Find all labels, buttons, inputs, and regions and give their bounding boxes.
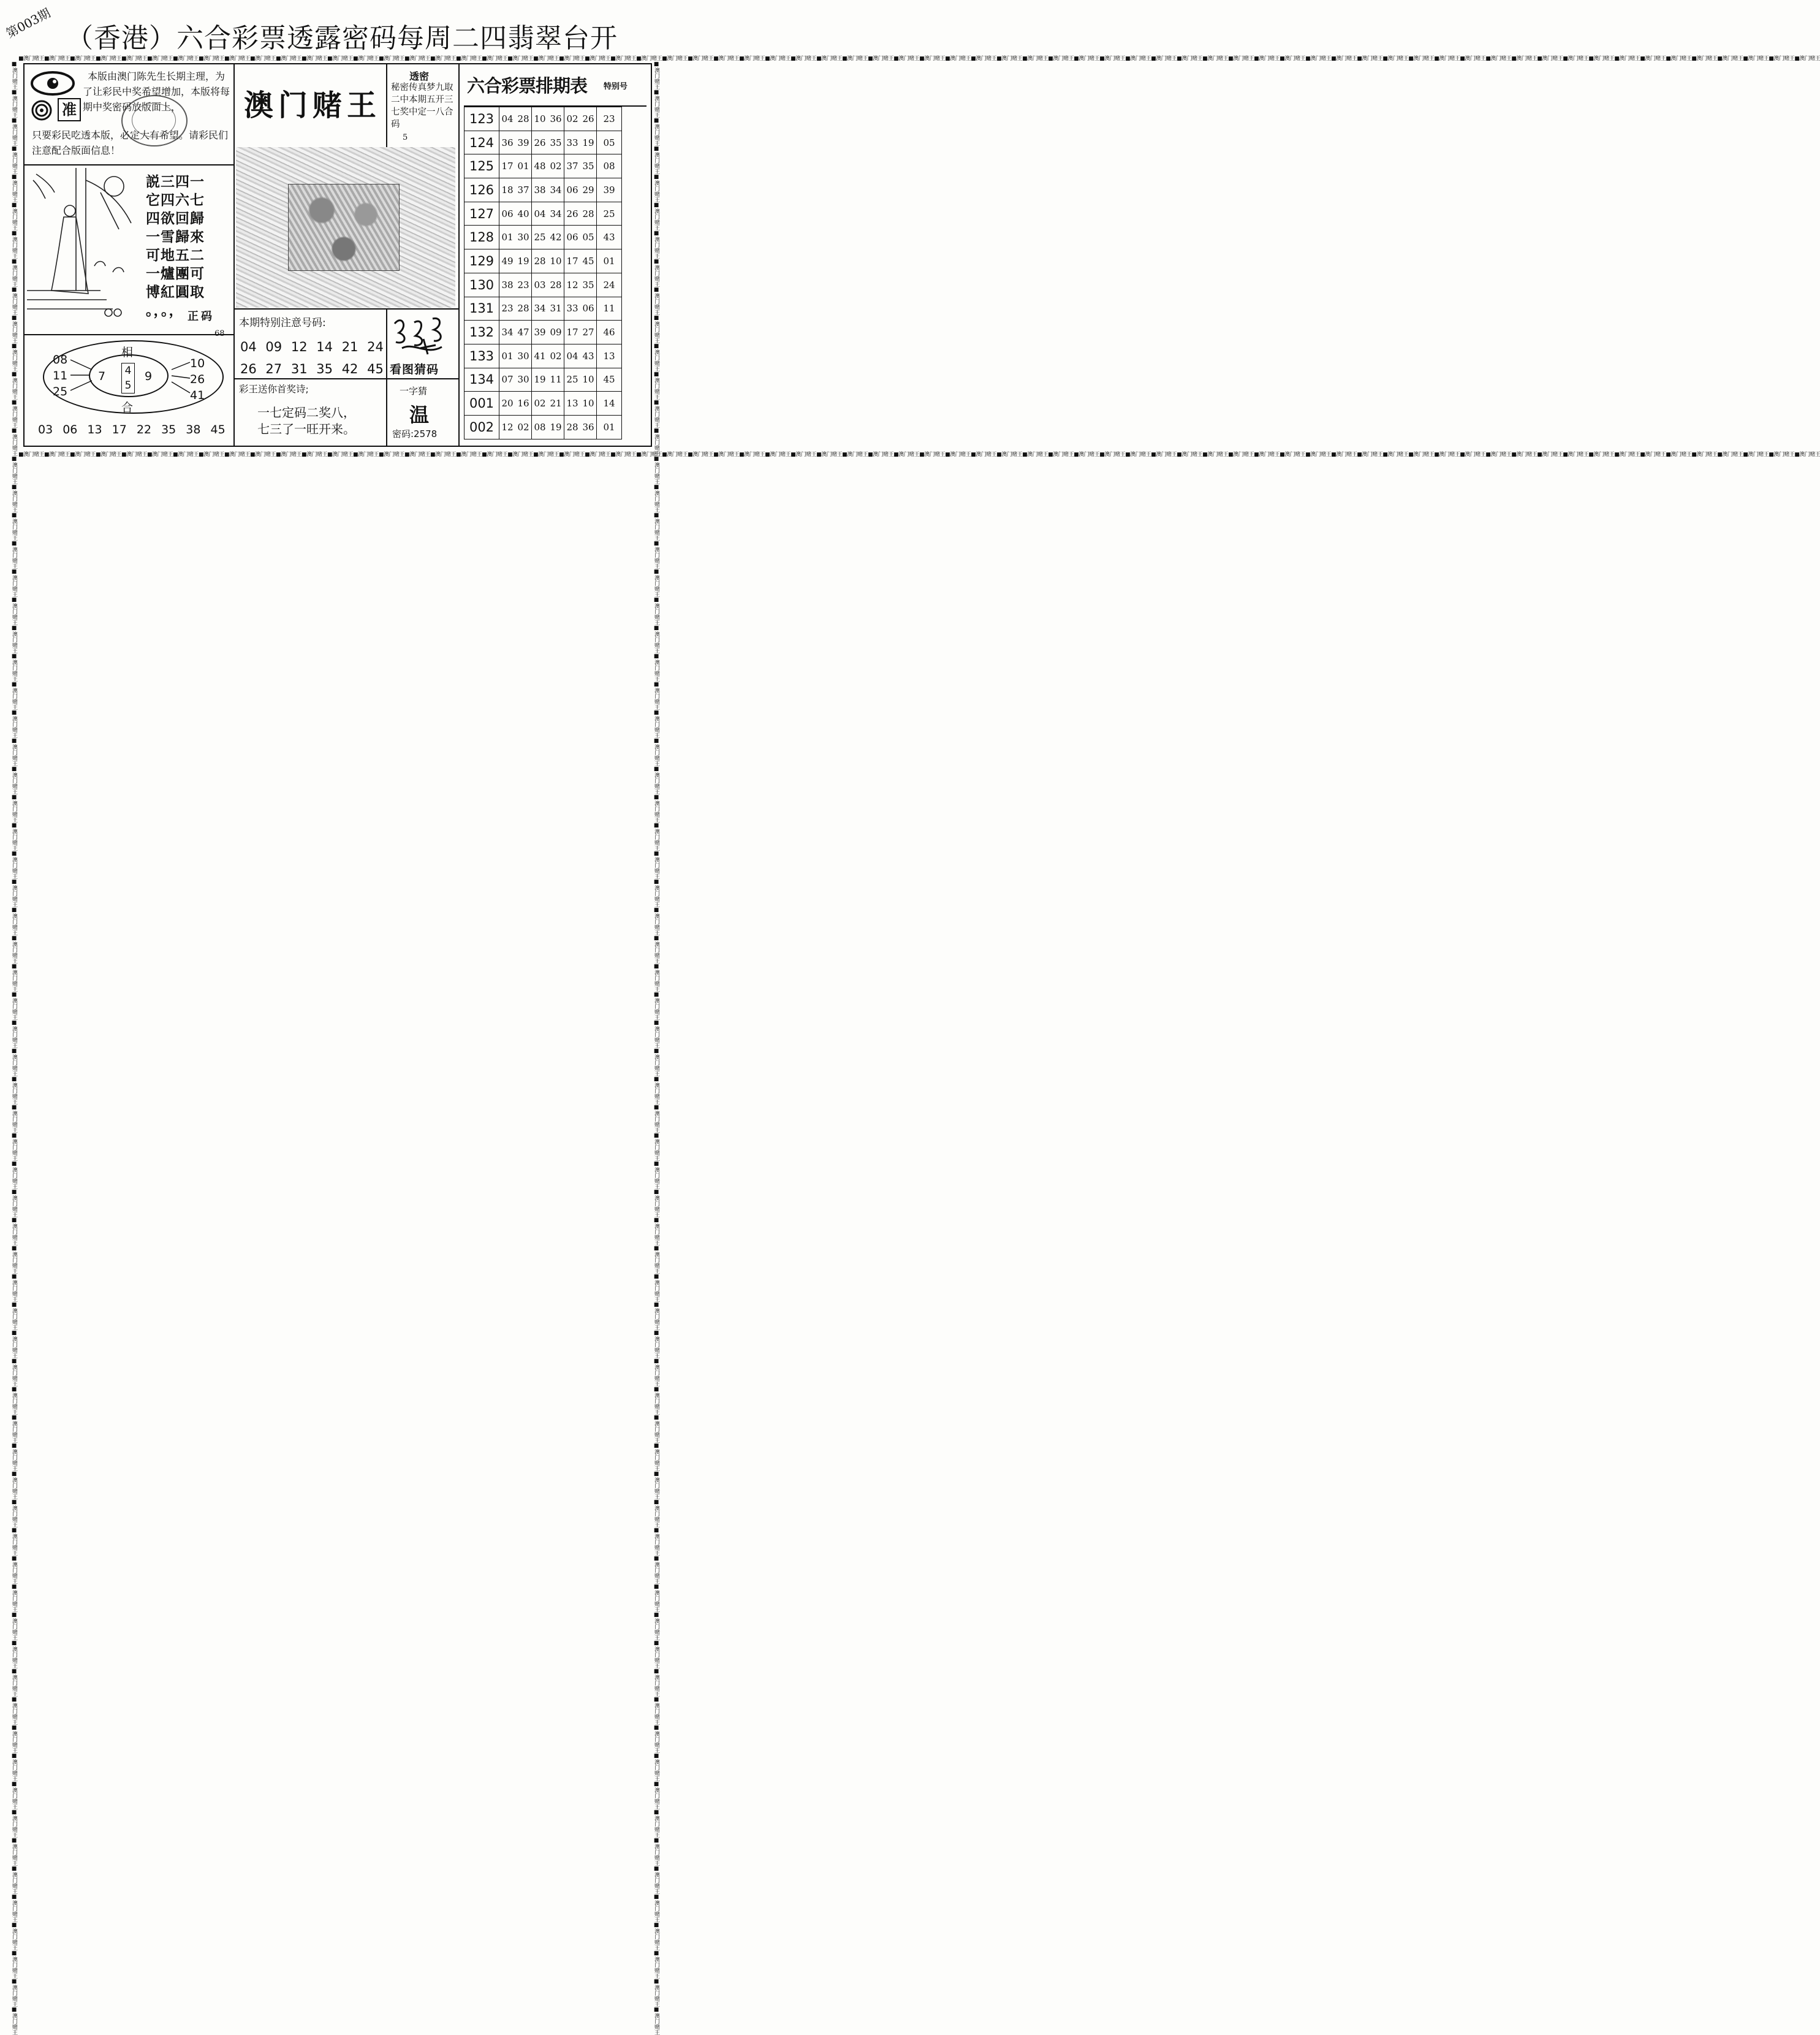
schedule-number: 33 xyxy=(564,131,581,154)
schedule-period: 124 xyxy=(464,131,499,154)
attention-number: 21 xyxy=(341,340,358,354)
attention-number: 12 xyxy=(290,340,308,354)
schedule-number: 36 xyxy=(548,107,564,131)
schedule-number: 04 xyxy=(499,107,516,131)
schedule-period: 126 xyxy=(464,178,499,202)
guess-code: 密码:2578 xyxy=(392,428,438,439)
schedule-row xyxy=(464,415,622,439)
schedule-number: 04 xyxy=(532,202,548,226)
bottom-numbers: 03 06 13 17 22 35 38 45 xyxy=(38,423,226,436)
schedule-number: 02 xyxy=(548,154,564,178)
schedule-number: 19 xyxy=(580,131,597,154)
attention-numbers xyxy=(240,336,384,380)
tm-title: 透密 xyxy=(409,70,430,82)
divider-col-1 xyxy=(233,63,235,446)
oval-center-box xyxy=(121,363,135,394)
schedule-special: 45 xyxy=(597,368,622,392)
schedule-number: 18 xyxy=(499,178,516,202)
schedule-number: 41 xyxy=(532,344,548,368)
schedule-number: 17 xyxy=(499,154,516,178)
schedule-period: 133 xyxy=(464,344,499,368)
zhengma-label: 正码 xyxy=(188,310,214,323)
schedule-period: 123 xyxy=(464,107,499,131)
schedule-number: 06 xyxy=(564,226,581,249)
schedule-number: 30 xyxy=(515,226,532,249)
attention-number: 14 xyxy=(316,340,333,354)
schedule-special: 01 xyxy=(597,249,622,273)
schedule-special: 25 xyxy=(597,202,622,226)
oval-right-number: 10 xyxy=(190,357,205,370)
schedule-special: 43 xyxy=(597,226,622,249)
schedule-number: 36 xyxy=(499,131,516,154)
oval-left-number: 08 xyxy=(53,353,68,367)
schedule-row xyxy=(464,226,622,249)
schedule-number: 09 xyxy=(548,321,564,344)
schedule-period: 132 xyxy=(464,321,499,344)
schedule-number: 48 xyxy=(532,154,548,178)
schedule-table xyxy=(464,107,622,439)
schedule-special: 11 xyxy=(597,297,622,321)
poetry-label: 彩王送你首奖诗; xyxy=(239,384,309,395)
oval-right-number: 26 xyxy=(190,373,205,386)
schedule-number: 28 xyxy=(564,415,581,439)
tm-number: 5 xyxy=(403,133,408,142)
schedule-special: 08 xyxy=(597,154,622,178)
poem-line: 。，。， xyxy=(146,303,184,319)
oval-bottom-label: 合 xyxy=(121,401,134,414)
schedule-row xyxy=(464,392,622,416)
schedule-period: 130 xyxy=(464,273,499,297)
schedule-special: 05 xyxy=(597,131,622,154)
oval-center-right: 9 xyxy=(145,370,153,383)
schedule-special: 13 xyxy=(597,344,622,368)
schedule-number: 10 xyxy=(580,368,597,392)
poem xyxy=(146,173,229,320)
schedule-row xyxy=(464,273,622,297)
schedule-number: 49 xyxy=(499,249,516,273)
schedule-number: 34 xyxy=(499,321,516,344)
schedule-number: 23 xyxy=(499,297,516,321)
schedule-number: 04 xyxy=(564,344,581,368)
main-title: 澳门赌王 xyxy=(244,88,382,123)
divider-oval-top xyxy=(23,334,235,335)
schedule-number: 43 xyxy=(580,344,597,368)
schedule-period: 134 xyxy=(464,368,499,392)
schedule-number: 19 xyxy=(515,249,532,273)
kantu-label: 看图猜码 xyxy=(390,363,439,376)
schedule-row xyxy=(464,321,622,344)
schedule-number: 35 xyxy=(548,131,564,154)
schedule-number: 01 xyxy=(499,226,516,249)
oval-center-box-digit: 5 xyxy=(124,379,132,392)
poem-line: 它四六七 xyxy=(146,192,205,208)
people-photo xyxy=(288,184,400,271)
poetry xyxy=(257,405,355,438)
schedule-number: 05 xyxy=(580,226,597,249)
schedule-period: 127 xyxy=(464,202,499,226)
oval-left-number: 11 xyxy=(53,369,68,382)
seal-stamp-inner xyxy=(132,103,176,137)
oval-right-number: 41 xyxy=(190,389,205,402)
right-border-strip: ■澳门赌王■澳门赌王■澳门赌王■澳门赌王■澳门赌王■澳门赌王■澳门赌王■澳门赌王■澳门赌王■澳门赌王■澳门赌王■澳门赌王■澳门赌王■澳门赌王■澳门赌王■澳门赌王■澳门赌王■澳门赌王■澳门赌王■澳门赌王■澳门赌王■澳门赌王■澳门赌王■澳门赌王■澳门赌王■澳门赌王■澳门赌王■澳门赌王■澳门赌王■澳门赌王■澳门赌王■澳门赌王■澳门赌王■澳门赌王■澳门赌王■澳门赌王■澳门赌王■澳门赌王■澳门赌王■澳门赌王■澳门赌王■澳门赌王■澳门赌王■澳门赌王■澳门赌王■澳门赌王■澳门赌王■澳门赌王■澳门赌王■澳门赌王■澳门赌王■澳门赌王■澳门赌王■澳门赌王■澳门赌王■澳门赌王■澳门赌王■澳门赌王■澳门赌王■澳门赌王■澳门赌王■澳门赌王■澳门赌王■澳门赌王■澳门赌王■澳门赌王■澳门赌王■澳门赌王■澳门赌王■澳门赌王 xyxy=(653,61,659,2035)
schedule-number: 10 xyxy=(532,107,548,131)
schedule-number: 10 xyxy=(548,249,564,273)
schedule-number: 10 xyxy=(580,392,597,416)
target-char: 准 xyxy=(58,98,81,121)
oval-center-box-digit: 4 xyxy=(124,365,132,377)
schedule-number: 37 xyxy=(564,154,581,178)
schedule-number: 26 xyxy=(564,202,581,226)
schedule-number: 01 xyxy=(515,154,532,178)
schedule-special: 46 xyxy=(597,321,622,344)
eye-icon xyxy=(29,69,78,99)
schedule-number: 28 xyxy=(532,249,548,273)
schedule-row xyxy=(464,202,622,226)
divider-tm xyxy=(386,63,387,147)
schedule-number: 35 xyxy=(580,273,597,297)
divider-col-2 xyxy=(458,63,460,446)
tm-text: 秘密传真梦九取二中本期五开三七奖中定一八合码 xyxy=(391,83,453,129)
schedule-number: 17 xyxy=(564,249,581,273)
schedule-special: 24 xyxy=(597,273,622,297)
divider-guess xyxy=(386,378,458,379)
frame-top-line xyxy=(23,63,652,64)
schedule-number: 02 xyxy=(515,415,532,439)
lady-illustration xyxy=(27,168,143,327)
schedule-number: 19 xyxy=(532,368,548,392)
schedule-number: 38 xyxy=(499,273,516,297)
schedule-subtitle: 特别号 xyxy=(604,82,628,91)
guess-char: 温 xyxy=(409,403,430,427)
schedule-period: 131 xyxy=(464,297,499,321)
schedule-period: 129 xyxy=(464,249,499,273)
schedule-number: 27 xyxy=(580,321,597,344)
schedule-number: 36 xyxy=(580,415,597,439)
frame-right-line xyxy=(651,63,652,446)
schedule-period: 125 xyxy=(464,154,499,178)
schedule-number: 12 xyxy=(564,273,581,297)
schedule-number: 06 xyxy=(564,178,581,202)
schedule-row xyxy=(464,178,622,202)
headline: （香港）六合彩票透露密码每周二四翡翠台开 xyxy=(66,23,618,54)
intro-text-2: 只要彩民吃透本版，必定大有希望。请彩民们注意配合版面信息！ xyxy=(32,129,229,156)
target-icon xyxy=(31,99,55,124)
schedule-number: 02 xyxy=(548,344,564,368)
schedule-number: 34 xyxy=(548,178,564,202)
schedule-number: 33 xyxy=(564,297,581,321)
divider-intro xyxy=(23,164,235,165)
oval-left-number: 25 xyxy=(53,385,68,398)
schedule-number: 06 xyxy=(580,297,597,321)
attention-number: 45 xyxy=(367,362,384,376)
schedule-number: 34 xyxy=(532,297,548,321)
schedule-number: 19 xyxy=(548,415,564,439)
schedule-number: 02 xyxy=(532,392,548,416)
schedule-number: 39 xyxy=(532,321,548,344)
attention-number: 35 xyxy=(316,362,333,376)
frame-bottom-line xyxy=(23,446,652,447)
schedule-number: 26 xyxy=(580,107,597,131)
poem-line: 四欲回歸 xyxy=(146,211,205,227)
schedule-number: 20 xyxy=(499,392,516,416)
schedule-number: 31 xyxy=(548,297,564,321)
schedule-number: 13 xyxy=(564,392,581,416)
oval-top-label: 相 xyxy=(121,346,134,359)
schedule-special: 23 xyxy=(597,107,622,131)
schedule-number: 40 xyxy=(515,202,532,226)
oval-center-left: 7 xyxy=(98,370,106,383)
schedule-row xyxy=(464,131,622,154)
poem-line: 博紅圓取 xyxy=(146,284,205,300)
guess-label: 一字猜 xyxy=(400,386,428,397)
schedule-number: 35 xyxy=(580,154,597,178)
frame-left-line xyxy=(23,63,25,446)
attention-number: 42 xyxy=(341,362,358,376)
schedule-row xyxy=(464,344,622,368)
attention-number: 09 xyxy=(265,340,282,354)
bottom-border-strip: ■澳门赌王■澳门赌王■澳门赌王■澳门赌王■澳门赌王■澳门赌王■澳门赌王■澳门赌王■澳门赌王■澳门赌王■澳门赌王■澳门赌王■澳门赌王■澳门赌王■澳门赌王■澳门赌王■澳门赌王■澳门赌王■澳门赌王■澳门赌王■澳门赌王■澳门赌王■澳门赌王■澳门赌王■澳门赌王■澳门赌王■澳门赌王■澳门赌王■澳门赌王■澳门赌王■澳门赌王■澳门赌王■澳门赌王■澳门赌王■澳门赌王■澳门赌王■澳门赌王■澳门赌王■澳门赌王■澳门赌王■澳门赌王■澳门赌王■澳门赌王■澳门赌王■澳门赌王■澳门赌王■澳门赌王■澳门赌王■澳门赌王■澳门赌王■澳门赌王■澳门赌王■澳门赌王■澳门赌王■澳门赌王■澳门赌王■澳门赌王■澳门赌王■澳门赌王■澳门赌王■澳门赌王■澳门赌王■澳门赌王■澳门赌王■澳门赌王■澳门赌王■澳门赌王■澳门赌王■澳门赌王■澳门赌王 xyxy=(18,452,1820,458)
attention-number: 31 xyxy=(290,362,308,376)
schedule-number: 26 xyxy=(532,131,548,154)
schedule-number: 02 xyxy=(564,107,581,131)
attention-label: 本期特别注意号码: xyxy=(239,317,326,329)
attention-number: 26 xyxy=(240,362,257,376)
schedule-number: 28 xyxy=(580,202,597,226)
schedule-number: 06 xyxy=(499,202,516,226)
divider-kantu xyxy=(386,308,387,446)
schedule-number: 17 xyxy=(564,321,581,344)
schedule-number: 29 xyxy=(580,178,597,202)
poem-line: 一爐團可 xyxy=(146,266,205,282)
schedule-number: 28 xyxy=(515,297,532,321)
poem-line: 説三四一 xyxy=(146,174,205,190)
schedule-number: 01 xyxy=(499,344,516,368)
schedule-number: 28 xyxy=(515,107,532,131)
schedule-number: 23 xyxy=(515,273,532,297)
left-border-strip: ■澳门赌王■澳门赌王■澳门赌王■澳门赌王■澳门赌王■澳门赌王■澳门赌王■澳门赌王■澳门赌王■澳门赌王■澳门赌王■澳门赌王■澳门赌王■澳门赌王■澳门赌王■澳门赌王■澳门赌王■澳门赌王■澳门赌王■澳门赌王■澳门赌王■澳门赌王■澳门赌王■澳门赌王■澳门赌王■澳门赌王■澳门赌王■澳门赌王■澳门赌王■澳门赌王■澳门赌王■澳门赌王■澳门赌王■澳门赌王■澳门赌王■澳门赌王■澳门赌王■澳门赌王■澳门赌王■澳门赌王■澳门赌王■澳门赌王■澳门赌王■澳门赌王■澳门赌王■澳门赌王■澳门赌王■澳门赌王■澳门赌王■澳门赌王■澳门赌王■澳门赌王■澳门赌王■澳门赌王■澳门赌王■澳门赌王■澳门赌王■澳门赌王■澳门赌王■澳门赌王■澳门赌王■澳门赌王■澳门赌王■澳门赌王■澳门赌王■澳门赌王■澳门赌王■澳门赌王■澳门赌王■澳门赌王 xyxy=(11,61,17,2035)
schedule-row xyxy=(464,368,622,392)
schedule-number: 45 xyxy=(580,249,597,273)
schedule-number: 11 xyxy=(548,368,564,392)
intro-text: 本版由澳门陈先生长期主理，为了让彩民中奖希望增加，本版将每期中奖密码放版面上， xyxy=(83,70,230,113)
schedule-number: 42 xyxy=(548,226,564,249)
schedule-number: 39 xyxy=(515,131,532,154)
poem-line: 可地五二 xyxy=(146,248,205,264)
schedule-title: 六合彩票排期表 xyxy=(467,75,588,96)
schedule-number: 12 xyxy=(499,415,516,439)
poetry-line: 七三了一旺开来。 xyxy=(257,422,355,436)
schedule-number: 30 xyxy=(515,368,532,392)
schedule-number: 08 xyxy=(532,415,548,439)
schedule-number: 30 xyxy=(515,344,532,368)
schedule-row xyxy=(464,107,622,131)
schedule-number: 21 xyxy=(548,392,564,416)
schedule-row xyxy=(464,154,622,178)
attention-number: 24 xyxy=(367,340,384,354)
schedule-period: 128 xyxy=(464,226,499,249)
schedule-special: 14 xyxy=(597,392,622,416)
schedule-period: 002 xyxy=(464,415,499,439)
schedule-number: 37 xyxy=(515,178,532,202)
poetry-line: 一七定码二奖八， xyxy=(257,405,355,420)
schedule-number: 03 xyxy=(532,273,548,297)
poem-line: 一雪歸來 xyxy=(146,229,205,245)
issue-label: 第003期 xyxy=(3,5,53,41)
schedule-number: 16 xyxy=(515,392,532,416)
schedule-period: 001 xyxy=(464,392,499,416)
schedule-number: 28 xyxy=(548,273,564,297)
top-border-strip: ■澳门赌王■澳门赌王■澳门赌王■澳门赌王■澳门赌王■澳门赌王■澳门赌王■澳门赌王■澳门赌王■澳门赌王■澳门赌王■澳门赌王■澳门赌王■澳门赌王■澳门赌王■澳门赌王■澳门赌王■澳门赌王■澳门赌王■澳门赌王■澳门赌王■澳门赌王■澳门赌王■澳门赌王■澳门赌王■澳门赌王■澳门赌王■澳门赌王■澳门赌王■澳门赌王■澳门赌王■澳门赌王■澳门赌王■澳门赌王■澳门赌王■澳门赌王■澳门赌王■澳门赌王■澳门赌王■澳门赌王■澳门赌王■澳门赌王■澳门赌王■澳门赌王■澳门赌王■澳门赌王■澳门赌王■澳门赌王■澳门赌王■澳门赌王■澳门赌王■澳门赌王■澳门赌王■澳门赌王■澳门赌王■澳门赌王■澳门赌王■澳门赌王■澳门赌王■澳门赌王■澳门赌王■澳门赌王■澳门赌王■澳门赌王■澳门赌王■澳门赌王■澳门赌王■澳门赌王■澳门赌王■澳门赌王 xyxy=(18,56,1820,62)
handwritten-scribble xyxy=(390,311,451,360)
attention-number: 27 xyxy=(265,362,282,376)
schedule-row xyxy=(464,249,622,273)
schedule-number: 47 xyxy=(515,321,532,344)
divider-photo-bottom xyxy=(235,308,459,310)
schedule-special: 01 xyxy=(597,415,622,439)
schedule-row xyxy=(464,297,622,321)
schedule-number: 25 xyxy=(564,368,581,392)
schedule-number: 34 xyxy=(548,202,564,226)
number-68: 68 xyxy=(214,329,225,338)
schedule-number: 25 xyxy=(532,226,548,249)
attention-number: 04 xyxy=(240,340,257,354)
schedule-number: 38 xyxy=(532,178,548,202)
schedule-number: 07 xyxy=(499,368,516,392)
schedule-special: 39 xyxy=(597,178,622,202)
